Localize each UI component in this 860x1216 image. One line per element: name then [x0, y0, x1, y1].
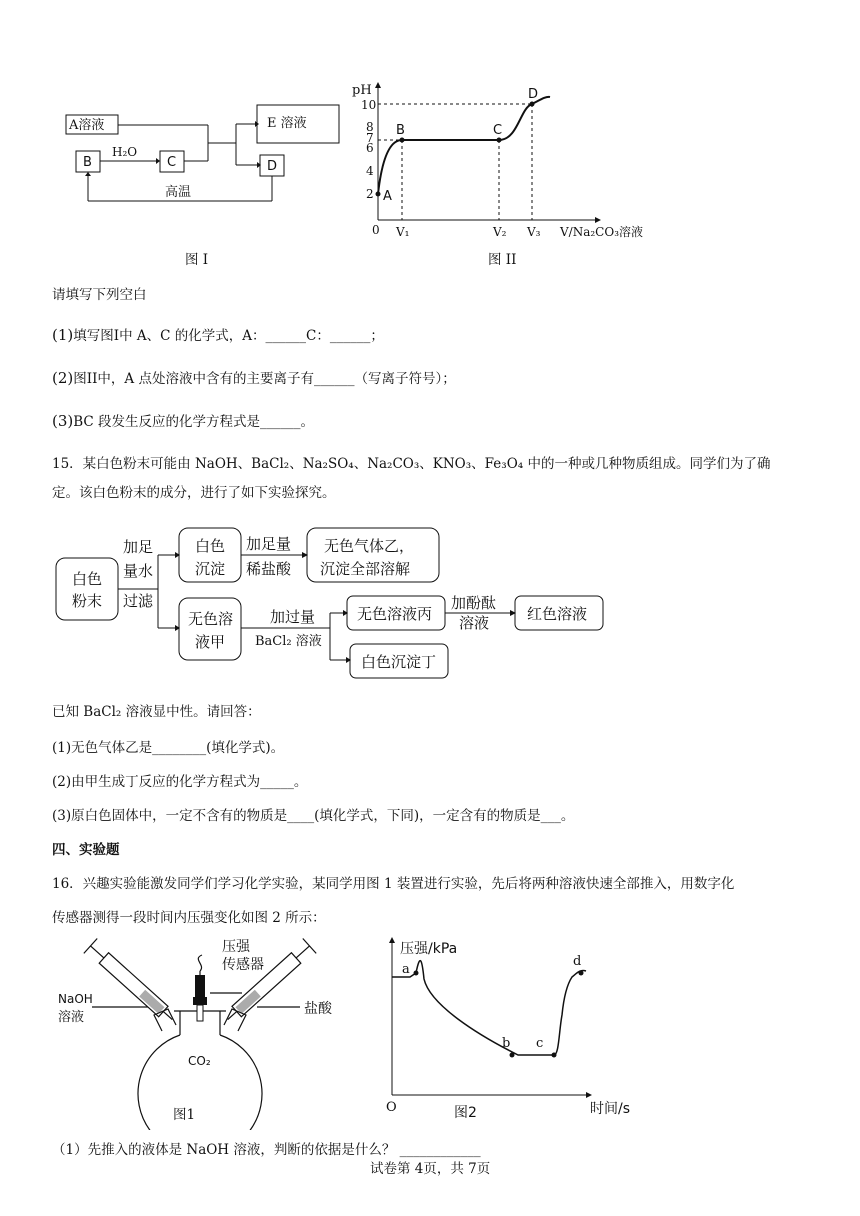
q14-part-2-text: 图II中，A 点处溶液中含有的主要离子有______（写离子符号）； [73, 371, 456, 387]
pressure-point-d: d [573, 954, 582, 969]
box-c-label: C [167, 155, 177, 170]
flow-gas-line-2: 沉淀全部溶解 [320, 560, 411, 578]
box-d-label: D [267, 159, 278, 174]
flow-step1-line-1: 加足 [123, 538, 154, 556]
x-tick-v3: V₃ [527, 225, 541, 239]
pressure-caption: 图2 [454, 1105, 477, 1120]
pressure-point-c: c [536, 1036, 544, 1051]
point-b-label: B [396, 123, 405, 138]
figure-1-diagram [60, 95, 350, 225]
flow-ppt-line-1: 白色 [195, 537, 226, 555]
q14-intro: 请填写下列空白 [52, 287, 147, 303]
flow-bacl-line-2: BaCl₂ 溶液 [255, 634, 322, 649]
q15-answer-2: (2)由甲生成丁反应的化学方程式为_____。 [52, 774, 308, 790]
q15-answer-3: (3)原白色固体中，一定不含有的物质是____(填化学式，下同)，一定含有的物质是___。 [52, 808, 575, 824]
point-c-label: C [493, 123, 503, 138]
flow-powder-line-2: 粉末 [72, 592, 103, 610]
q15-line-1: 15．某白色粉末可能由 NaOH、BaCl₂、Na₂SO₄、Na₂CO₃、KNO₃、Fe₃O₄ 中的一种或几种物质组成。同学们为了确 [52, 456, 771, 472]
ph-tick-6: 6 [366, 141, 374, 155]
x-axis-label: V/Na₂CO₃溶液 [560, 225, 644, 239]
point-a-label: A [383, 189, 392, 204]
q16-line-1: 16．兴趣实验能激发同学们学习化学实验，某同学用图 1 装置进行实验，先后将两种溶液快速全部推入，用数字化 [52, 876, 735, 892]
point-d-label: D [528, 87, 539, 102]
pressure-point-b: b [502, 1036, 511, 1051]
q16-apparatus [52, 935, 352, 1130]
flow-phen-line-1: 加酚酞 [451, 594, 497, 612]
q14-part-2-num: (2) [52, 369, 74, 387]
q15-line-2: 定。该白色粉末的成分，进行了如下实验探究。 [52, 485, 336, 501]
flow-ppt-line-2: 沉淀 [195, 560, 226, 578]
q16-pressure-graph [378, 935, 668, 1120]
flow-acid-line-2: 稀盐酸 [246, 560, 292, 578]
section-4-heading: 四、实验题 [52, 842, 120, 858]
naoh-label-line-2: 溶液 [58, 1010, 85, 1025]
h2o-label: H₂O [112, 145, 138, 159]
q14-part-3-num: (3) [52, 412, 74, 430]
figure-1-caption: 图 I [185, 252, 209, 268]
flow-sol-line-2: 液甲 [195, 633, 226, 651]
ph-tick-2: 2 [366, 187, 374, 201]
flow-gas-line-1: 无色气体乙， [324, 537, 415, 555]
flow-ding: 白色沉淀丁 [361, 653, 437, 671]
pressure-point-a: a [402, 962, 410, 977]
flow-step1-line-3: 过滤 [123, 592, 154, 610]
q14-part-3-text: BC 段发生反应的化学方程式是______。 [73, 414, 315, 430]
q16-figure-1-caption: 图1 [173, 1107, 196, 1123]
q15-answer-1: (1)无色气体乙是________(填化学式)。 [52, 740, 285, 756]
pressure-x-label: 时间/s [590, 1101, 631, 1117]
q15-flowchart [50, 520, 620, 685]
pressure-origin: O [386, 1100, 397, 1115]
ph-axis-label: pH [352, 83, 372, 98]
box-e-label: E 溶液 [267, 116, 307, 131]
co2-label: CO₂ [188, 1054, 211, 1068]
ph-origin: 0 [372, 223, 380, 237]
flow-red: 红色溶液 [527, 605, 588, 623]
sensor-label-line-2: 传感器 [222, 957, 264, 973]
q14-part-1-num: (1) [52, 326, 74, 344]
q16-line-2: 传感器测得一段时间内压强变化如图 2 所示： [52, 910, 326, 926]
q15-known: 已知 BaCl₂ 溶液显中性。请回答： [52, 704, 261, 720]
flow-sol-line-1: 无色溶 [188, 610, 234, 628]
q14-part-1 [52, 326, 384, 345]
flow-bing: 无色溶液丙 [357, 605, 433, 623]
heat-label: 高温 [165, 185, 192, 200]
q16-question-1-blank: ____________ [399, 1142, 481, 1158]
sensor-label-line-1: 压强 [222, 939, 250, 955]
flow-acid-line-1: 加足量 [246, 535, 292, 553]
figure-2-ph-chart [350, 78, 660, 248]
box-b-label: B [83, 155, 92, 170]
q16-question-1-text: （1）先推入的液体是 NaOH 溶液，判断的依据是什么？ [52, 1142, 396, 1158]
ph-tick-10: 10 [361, 98, 377, 112]
naoh-label-line-1: NaOH [58, 992, 93, 1006]
page-footer: 试卷第 4页，共 7页 [370, 1161, 491, 1177]
flow-powder-line-1: 白色 [72, 570, 103, 588]
figure-2-caption: 图 II [488, 252, 517, 268]
q14-part-3 [52, 412, 314, 431]
q14-part-1-text: 填写图I中 A、C 的化学式，A：______C：______； [73, 328, 384, 344]
pressure-y-label: 压强/kPa [400, 941, 458, 957]
hcl-label: 盐酸 [304, 1001, 332, 1017]
ph-tick-4: 4 [366, 164, 374, 178]
flow-bacl-line-1: 加过量 [270, 608, 316, 626]
flow-step1-line-2: 量水 [123, 562, 154, 580]
ph-tick-8: 8 [366, 120, 374, 134]
ph-tick-7: 7 [366, 131, 374, 145]
box-a-label: A溶液 [69, 118, 105, 133]
x-tick-v2: V₂ [493, 225, 507, 239]
flow-phen-line-2: 溶液 [459, 614, 490, 632]
q14-part-2 [52, 369, 456, 388]
x-tick-v1: V₁ [396, 225, 410, 239]
q16-question-1 [52, 1141, 481, 1159]
